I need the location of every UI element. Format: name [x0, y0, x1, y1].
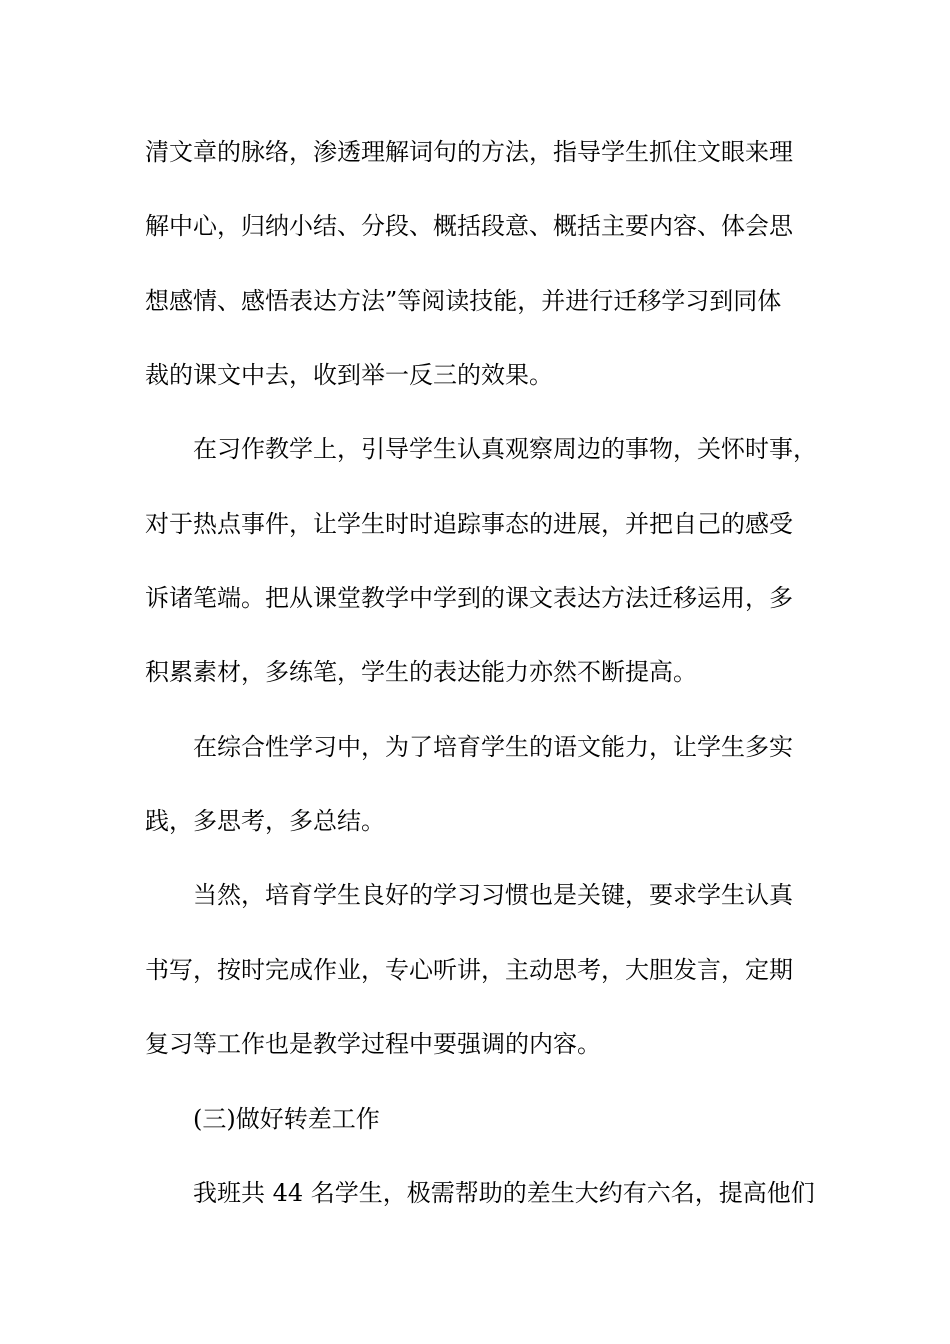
text-line: 复习等工作也是教学过程中要强调的内容。 [145, 1030, 601, 1058]
text-line: 裁的课文中去，收到举一反三的效果。 [145, 361, 553, 389]
section-heading: (三)做好转差工作 [193, 1105, 380, 1133]
text-line: 解中心，归纳小结、分段、概括段意、概括主要内容、体会思 [145, 212, 793, 240]
paragraph-first-line: 在习作教学上，引导学生认真观察周边的事物，关怀时事， [193, 435, 817, 463]
text-line: 书写，按时完成作业，专心听讲，主动思考，大胆发言，定期 [145, 956, 793, 984]
text-line: 清文章的脉络，渗透理解词句的方法，指导学生抓住文眼来理 [145, 138, 793, 166]
text-line: 诉诸笔端。把从课堂教学中学到的课文表达方法迁移运用，多 [145, 584, 793, 612]
paragraph-first-line: 我班共 44 名学生，极需帮助的差生大约有六名，提高他们 [193, 1179, 815, 1207]
text-line: 积累素材，多练笔，学生的表达能力亦然不断提高。 [145, 658, 697, 686]
paragraph-first-line: 在综合性学习中，为了培育学生的语文能力，让学生多实 [193, 733, 793, 761]
text-line: 对于热点事件，让学生时时追踪事态的进展，并把自己的感受 [145, 510, 793, 538]
text-line: 想感情、感悟表达方法”等阅读技能，并进行迁移学习到同体 [145, 287, 782, 315]
paragraph-first-line: 当然，培育学生良好的学习习惯也是关键，要求学生认真 [193, 881, 793, 909]
text-line: 践，多思考，多总结。 [145, 807, 385, 835]
